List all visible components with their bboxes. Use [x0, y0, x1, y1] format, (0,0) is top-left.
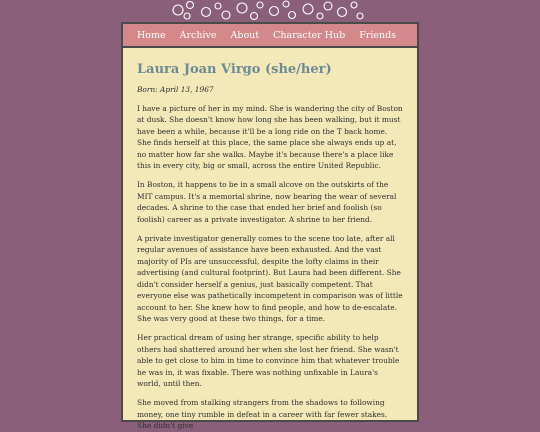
page-title: Laura Joan Virgo (she/her)	[137, 62, 332, 77]
paragraph: A private investigator generally comes to the scene too late, after all regular avenues of assistance have been exhausted. And the vast majority of PIs are unsuccessful, despite the lofty claims in their advertising (and cultural footprint). But Laura had been different. She didn't consider herself a genius, just basically competent. That everyone else was pathetically incompetent in comparison was of little account to her. She knew how to find people, and how to de-escalate. She was very good at these two things, for a time.	[137, 234, 403, 323]
nav-archive-link[interactable]: Archive	[179, 29, 217, 41]
paragraph: In Boston, it happens to be in a small alcove on the outskirts of the MIT campus. It's a memorial shrine, now bearing the wear of several decades. A shrine to the case that ended her brief and foolish (so foolish) career as a private investigator. A shrine to her friend.	[137, 180, 397, 224]
paragraph: She moved from stalking strangers from the shadows to following money, one tiny rumble in defeat in a career with far fewer stakes. She didn't give	[137, 398, 388, 431]
nav-about-link[interactable]: About	[230, 29, 260, 41]
bubbles-decoration	[160, 0, 370, 22]
nav-home-link[interactable]: Home	[137, 29, 166, 41]
paragraph: I have a picture of her in my mind. She is wandering the city of Boston at dusk. She doesn't know how long she has been walking, but it must have been a while, because it'll be a long ride on the T back home. She finds herself at this place, the same place she always ends up at, no matter how far she walks. Maybe it's because there's a place like this in every city, big or small, across the entire United Republic.	[137, 104, 403, 171]
nav-character-hub-link[interactable]: Character Hub	[273, 29, 346, 41]
article	[123, 48, 417, 432]
paragraph: Her practical dream of using her strange, specific ability to help others had shattered around her when she lost her friend. She wasn't able to get close to him in time to convince him that whatever trouble he was in, it was fixable. There was nothing unfixable in Laura's world, until then.	[137, 333, 400, 388]
birth-date: Born: April 13, 1967	[137, 85, 214, 94]
nav-friends-link[interactable]: Friends	[359, 29, 397, 41]
main-nav	[123, 24, 417, 48]
content-panel	[121, 22, 419, 431]
